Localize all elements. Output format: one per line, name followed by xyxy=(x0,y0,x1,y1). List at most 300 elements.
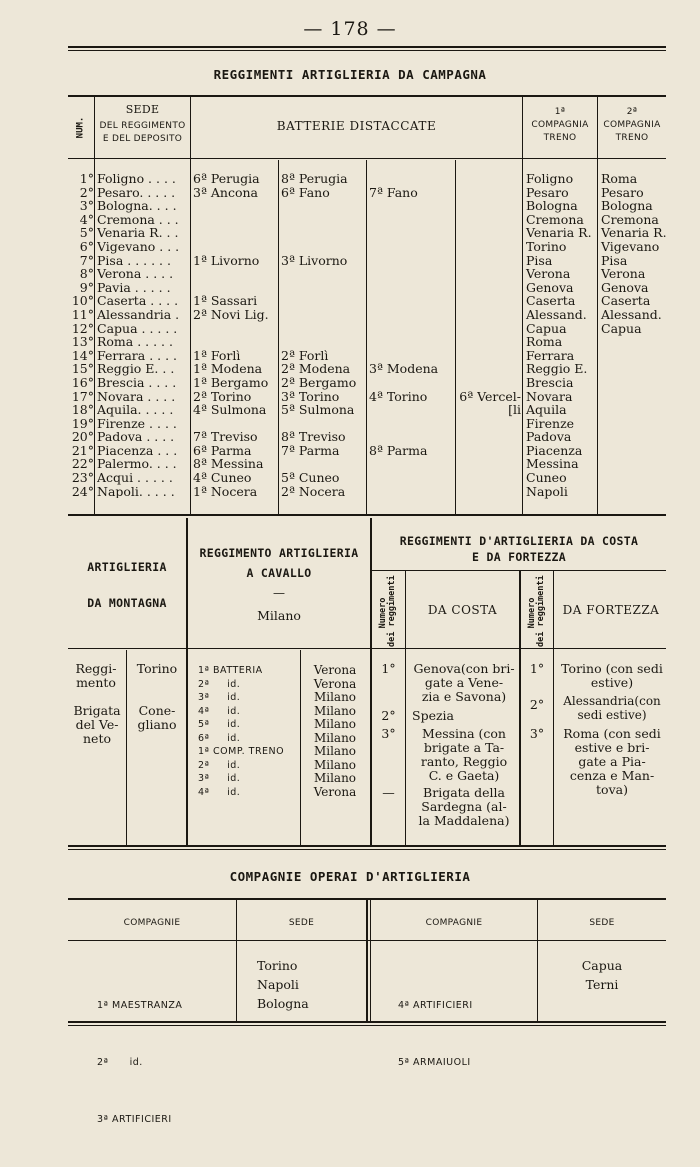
entry-line: brigate a Ta- xyxy=(423,740,505,755)
entry-line: tova) xyxy=(596,782,628,797)
table-cell: Milano xyxy=(313,730,357,745)
comp1-column xyxy=(526,172,597,498)
top-rule-thin xyxy=(68,50,666,51)
table-cell xyxy=(455,186,521,200)
costa-num-3: 3° xyxy=(381,726,396,741)
table-cell: Brescia xyxy=(526,374,574,390)
table-cell: Foligno . . . . xyxy=(97,172,176,186)
operai-row: 1ª MAESTRANZA xyxy=(97,1000,183,1011)
operai-row: Capua xyxy=(581,958,623,973)
table-cell: 4° xyxy=(79,211,94,227)
table-cell: 8ª Perugia xyxy=(281,171,348,186)
table-cell: Capua xyxy=(601,320,642,336)
table-cell: Pisa xyxy=(601,252,628,268)
top-rule xyxy=(68,46,666,48)
table-cell xyxy=(601,471,667,485)
table-cell: 11° xyxy=(71,306,94,322)
operai-title: COMPAGNIE OPERAI D'ARTIGLIERIA xyxy=(229,869,471,884)
table-cell: Bologna xyxy=(526,198,578,214)
table-cell: 4ª id. xyxy=(198,705,241,717)
fortezza-num-1: 1° xyxy=(529,661,545,676)
table-cell: Venaria R. . . xyxy=(97,225,179,241)
table-cell: Milano xyxy=(313,771,357,785)
table-cell xyxy=(455,471,521,485)
table-cell xyxy=(369,267,454,281)
table-cell: Firenze xyxy=(526,415,575,431)
table-cell xyxy=(455,254,521,268)
costa-num-4: — xyxy=(382,785,395,800)
table-cell: 18° xyxy=(71,402,94,418)
table-cell xyxy=(281,226,365,240)
table-cell: 6° xyxy=(79,238,94,254)
table-cell xyxy=(455,240,521,254)
table-cell: Padova . . . . xyxy=(97,429,175,445)
table-cell xyxy=(193,417,277,431)
batterie-col-2 xyxy=(281,172,365,498)
table-cell: Acqui . . . . . xyxy=(97,470,173,486)
costa-title-2: E DA FORTEZZA xyxy=(472,550,566,564)
table-cell: [li xyxy=(508,402,521,418)
table-cell: 24° xyxy=(71,483,94,499)
col-line xyxy=(126,650,127,846)
table-cell: Torino xyxy=(526,238,567,254)
table-cell: Roma . . . . . xyxy=(97,334,173,350)
table-cell xyxy=(193,213,277,227)
table-cell: Milano xyxy=(313,717,357,731)
entry-line: Brigata della xyxy=(423,785,505,800)
table-cell xyxy=(281,322,365,336)
table-cell: Verona xyxy=(313,676,357,691)
table-cell xyxy=(281,240,365,254)
operai-row: 2ª id. xyxy=(97,1057,143,1068)
costa-header: DA COSTA xyxy=(427,603,498,617)
table-cell: Cremona xyxy=(601,211,659,227)
col-line xyxy=(94,97,95,514)
table-cell xyxy=(455,308,521,322)
col-line xyxy=(522,97,523,514)
fortezza-entry-1 xyxy=(556,662,668,690)
table-cell: 1ª Bergamo xyxy=(193,374,269,390)
table-cell xyxy=(281,199,365,213)
table-cell: 2° xyxy=(79,184,94,200)
sede-header-2: DEL REGGIMENTO xyxy=(99,121,186,131)
table-cell: Capua . . . . . xyxy=(97,320,178,336)
table-cell xyxy=(281,417,365,431)
table-cell xyxy=(369,485,454,499)
table-cell xyxy=(369,403,454,417)
table-cell: Cremona . . . xyxy=(97,211,179,227)
table-cell: 1ª Forlì xyxy=(193,347,241,363)
table-cell: Caserta . . . . xyxy=(97,293,179,309)
table-cell: Venaria R. xyxy=(601,225,667,241)
table-cell: Pisa . . . . . . xyxy=(97,252,171,268)
table-cell: 4ª id. xyxy=(198,786,241,798)
costa-entry-1 xyxy=(408,662,520,704)
table-cell xyxy=(369,213,454,227)
table-cell: Cuneo xyxy=(526,470,567,486)
table-cell xyxy=(369,335,454,349)
table-cell: Firenze . . . . xyxy=(97,415,177,431)
table-cell: 17° xyxy=(71,388,94,404)
table-cell: Caserta xyxy=(526,293,576,309)
label-line: dei reggimenti xyxy=(387,575,397,647)
operai-right-compagnie xyxy=(398,958,537,1110)
table-cell xyxy=(455,417,521,431)
label-line: gliano xyxy=(137,717,177,732)
label-line: Cone- xyxy=(138,703,176,718)
table-cell: 7ª Parma xyxy=(281,442,340,458)
costa-title-1: REGGIMENTI D'ARTIGLIERIA DA COSTA xyxy=(399,534,639,548)
operai-header-compagnie-1: COMPAGNIE xyxy=(123,918,181,928)
table-cell xyxy=(601,376,667,390)
batterie-header: BATTERIE DISTACCATE xyxy=(276,119,437,133)
table-cell xyxy=(281,281,365,295)
table-cell: Bologna xyxy=(601,198,653,214)
table-cell: 13° xyxy=(71,334,94,350)
campagna-bottom-rule xyxy=(68,514,666,516)
table-cell xyxy=(455,444,521,458)
operai-header-compagnie-2: COMPAGNIE xyxy=(425,918,483,928)
table-cell: Novara . . . . xyxy=(97,388,176,404)
table-cell xyxy=(369,430,454,444)
table-cell: 1ª Nocera xyxy=(193,483,258,499)
label-line: del Ve- xyxy=(75,717,119,732)
table-cell: 14° xyxy=(71,347,94,363)
entry-line: C. e Gaeta) xyxy=(428,768,500,783)
table-cell xyxy=(601,403,667,417)
table-cell: 7ª Treviso xyxy=(193,429,258,445)
table-cell: Verona xyxy=(313,663,357,677)
table-cell: Caserta xyxy=(601,293,651,309)
table-cell: 2ª id. xyxy=(198,678,241,690)
montagna-reggimento-sede: Torino xyxy=(136,661,178,676)
table-cell: 3ª Torino xyxy=(281,388,340,404)
table-cell xyxy=(369,457,454,471)
table-cell xyxy=(281,308,365,322)
label-line: dei reggimenti xyxy=(536,575,546,647)
cavallo-units xyxy=(198,664,300,799)
table-cell xyxy=(369,349,454,363)
table-cell: Verona xyxy=(601,266,646,282)
table-cell: 22° xyxy=(71,456,94,472)
table-cell xyxy=(369,417,454,431)
table-cell xyxy=(193,335,277,349)
table-cell xyxy=(601,430,667,444)
table-cell: Genova xyxy=(601,279,649,295)
table-cell xyxy=(193,267,277,281)
col-line xyxy=(300,650,301,846)
costa-entry-4 xyxy=(408,786,520,828)
middle-bottom-rule xyxy=(68,845,666,847)
fortezza-entry-2 xyxy=(556,694,668,722)
table-cell: 16° xyxy=(71,374,94,390)
table-cell: Verona . . . . xyxy=(97,266,174,282)
table-cell: 6ª id. xyxy=(198,732,241,744)
batterie-col-4 xyxy=(455,172,521,498)
fortezza-num-header xyxy=(527,575,546,647)
table-cell xyxy=(369,226,454,240)
table-cell: Aquila xyxy=(526,402,567,418)
table-cell xyxy=(455,362,521,376)
table-cell: 4ª Cuneo xyxy=(193,470,252,486)
entry-line: Roma (con sedi xyxy=(563,726,661,741)
table-cell: Capua xyxy=(526,320,567,336)
table-cell xyxy=(601,390,667,404)
batterie-col-1 xyxy=(193,172,277,498)
table-cell: Verona xyxy=(526,266,571,282)
table-cell: 2ª Nocera xyxy=(281,483,346,499)
label-line: neto xyxy=(83,731,111,746)
table-cell: Verona xyxy=(313,784,357,799)
cavallo-title-2: A CAVALLO xyxy=(246,566,312,580)
table-cell: Reggio E. xyxy=(526,361,588,377)
table-cell xyxy=(601,417,667,431)
table-cell xyxy=(369,172,454,186)
table-cell: 8ª Messina xyxy=(193,456,264,472)
table-cell xyxy=(369,254,454,268)
table-cell: 5ª Sulmona xyxy=(281,402,355,418)
entry-line: Torino (con sedi xyxy=(561,661,663,676)
label-line: Numero xyxy=(527,597,537,629)
table-cell: Roma xyxy=(526,334,563,350)
fortezza-num-2: 2° xyxy=(529,697,545,712)
table-cell: 8ª Treviso xyxy=(281,429,346,445)
comp2-header-1: 2ª xyxy=(626,107,638,117)
table-cell: 5ª Cuneo xyxy=(281,470,340,486)
operai-row: Bologna xyxy=(257,996,309,1011)
table-cell: Palermo. . . . xyxy=(97,456,177,472)
table-cell xyxy=(369,281,454,295)
table-cell xyxy=(601,349,667,363)
table-cell xyxy=(369,308,454,322)
table-cell xyxy=(601,444,667,458)
table-cell: 3ª Livorno xyxy=(281,252,348,268)
comp2-column xyxy=(601,172,667,498)
table-cell xyxy=(455,199,521,213)
table-cell: Pesaro xyxy=(601,184,644,200)
comp1-header-3: TRENO xyxy=(543,133,577,143)
cavallo-dash: — xyxy=(273,586,285,600)
entry-line: gate a Vene- xyxy=(424,675,504,690)
table-cell: 1ª BATTERIA xyxy=(198,665,263,676)
table-cell: 2ª Novi Lig. xyxy=(193,306,269,322)
table-cell: Brescia . . . . xyxy=(97,374,177,390)
table-cell: 7° xyxy=(79,252,94,268)
operai-header-sede-1: SEDE xyxy=(288,918,315,928)
label-line: Brigata xyxy=(73,703,121,718)
table-cell xyxy=(455,172,521,186)
sede-header-1: SEDE xyxy=(125,103,160,116)
table-cell xyxy=(281,335,365,349)
table-cell: 2ª Forlì xyxy=(281,347,329,363)
table-cell xyxy=(193,199,277,213)
operai-row: 5ª ARMAIUOLI xyxy=(398,1057,471,1068)
table-cell xyxy=(369,294,454,308)
table-cell: 21° xyxy=(71,442,94,458)
table-cell xyxy=(601,335,667,349)
table-cell: Ferrara . . . . xyxy=(97,347,178,363)
table-cell: Roma xyxy=(601,171,638,186)
costa-entry-2: Spezia xyxy=(412,708,454,723)
table-cell: Pesaro xyxy=(526,184,569,200)
operai-header-sede-2: SEDE xyxy=(589,918,615,928)
label-line: Reggi- xyxy=(75,661,117,676)
cavallo-sede: Milano xyxy=(257,608,301,623)
campagna-header-rule xyxy=(68,158,666,159)
table-cell: Genova xyxy=(526,279,574,295)
table-cell: 8° xyxy=(79,266,94,282)
table-cell: Foligno xyxy=(526,171,574,186)
table-cell: Novara xyxy=(526,388,573,404)
entry-line: Sardegna (al- xyxy=(421,799,507,814)
operai-left-compagnie xyxy=(97,958,236,1167)
montagna-header-rule xyxy=(68,648,186,649)
table-cell: Milano xyxy=(313,690,357,704)
table-cell: Milano xyxy=(313,703,357,718)
table-cell: 6ª Parma xyxy=(193,442,252,458)
campagna-title: REGGIMENTI ARTIGLIERIA DA CAMPAGNA xyxy=(213,67,487,82)
comp1-header-1: 1ª xyxy=(554,107,566,117)
campagna-top-rule xyxy=(68,95,666,97)
table-cell: 3ª id. xyxy=(198,692,241,703)
label-line: Numero xyxy=(378,597,388,629)
table-cell xyxy=(281,267,365,281)
table-cell xyxy=(455,349,521,363)
table-cell: 2ª Torino xyxy=(193,388,252,404)
table-cell: 1ª Sassari xyxy=(193,293,258,309)
table-cell: 20° xyxy=(71,429,94,445)
table-cell: 5ª id. xyxy=(198,719,241,730)
batterie-col-3 xyxy=(369,172,454,498)
montagna-brigata xyxy=(68,704,126,746)
table-cell: Alessandria . xyxy=(97,306,180,322)
col-line xyxy=(190,97,191,514)
table-cell xyxy=(455,267,521,281)
table-cell: Vigevano xyxy=(601,238,660,254)
comp2-header-2: COMPAGNIA xyxy=(603,120,661,130)
num-column xyxy=(68,172,94,498)
table-cell: 1° xyxy=(79,171,94,186)
table-cell: 6ª Perugia xyxy=(193,171,260,186)
table-cell: 5° xyxy=(79,225,94,241)
table-cell: Pisa xyxy=(526,252,553,268)
table-cell xyxy=(455,226,521,240)
table-cell: 15° xyxy=(71,361,94,377)
table-cell: 1ª Livorno xyxy=(193,252,260,268)
table-cell: Milano xyxy=(313,744,357,758)
table-cell: 12° xyxy=(71,320,94,336)
sede-header-3: E DEL DEPOSITO xyxy=(102,134,183,144)
operai-right-sede xyxy=(538,956,666,994)
table-cell xyxy=(455,281,521,295)
costa-entry-3 xyxy=(408,727,520,783)
middle-bottom-rule-thin xyxy=(68,849,666,850)
comp2-header-3: TRENO xyxy=(615,133,649,143)
table-cell: Ferrara xyxy=(526,347,575,363)
table-cell xyxy=(455,335,521,349)
table-cell: 3° xyxy=(79,198,94,214)
operai-row: Napoli xyxy=(257,977,299,992)
table-cell xyxy=(281,457,365,471)
table-cell: 3ª Ancona xyxy=(193,184,258,200)
table-cell: 1ª COMP. TRENO xyxy=(198,746,285,757)
num-header: NUM. xyxy=(75,116,86,139)
table-cell: Messina xyxy=(526,456,579,472)
table-cell xyxy=(455,457,521,471)
operai-row: 4ª ARTIFICIERI xyxy=(398,1000,473,1011)
table-cell: Pesaro. . . . . xyxy=(97,184,176,200)
table-cell xyxy=(369,199,454,213)
table-cell: Reggio E. . . xyxy=(97,361,175,377)
montagna-brigata-sede xyxy=(128,704,186,732)
table-cell xyxy=(455,376,521,390)
entry-line: Alessandria(con xyxy=(563,694,661,708)
table-cell: Pavia . . . . . xyxy=(97,279,171,295)
table-cell xyxy=(281,294,365,308)
fortezza-header: DA FORTEZZA xyxy=(562,603,660,617)
costa-num-2: 2° xyxy=(381,708,396,723)
fortezza-num-3: 3° xyxy=(529,726,545,741)
table-cell: 9° xyxy=(79,279,94,295)
table-cell: 3ª id. xyxy=(198,773,241,784)
montagna-title-1: ARTIGLIERIA xyxy=(87,560,167,574)
table-cell: 1ª Modena xyxy=(193,361,263,377)
page-number: — 178 — xyxy=(303,18,397,40)
table-cell: Vigevano . . . xyxy=(97,238,180,254)
table-cell: 2ª id. xyxy=(198,759,241,771)
operai-left-sede xyxy=(257,956,366,1013)
table-cell: Cremona xyxy=(526,211,584,227)
table-cell xyxy=(601,362,667,376)
col-line xyxy=(366,160,367,514)
entry-line: sedi estive) xyxy=(577,708,647,722)
operai-row: Terni xyxy=(585,977,619,992)
table-cell xyxy=(193,322,277,336)
entry-line: estive) xyxy=(590,675,634,690)
entry-line: Genova(con bri- xyxy=(413,661,515,676)
col-line xyxy=(278,160,279,514)
costa-num-1: 1° xyxy=(381,661,396,676)
table-cell: 23° xyxy=(71,470,94,486)
table-cell: 10° xyxy=(71,293,94,309)
operai-row: 3ª ARTIFICIERI xyxy=(97,1114,172,1125)
entry-line: estive e bri- xyxy=(574,740,650,755)
table-cell xyxy=(369,240,454,254)
fortezza-entry-3 xyxy=(556,727,668,797)
table-cell: Bologna. . . . xyxy=(97,198,177,214)
table-cell xyxy=(455,213,521,227)
comp1-header-2: COMPAGNIA xyxy=(531,120,589,130)
operai-row: Torino xyxy=(257,958,298,973)
table-cell: 7ª Fano xyxy=(369,184,418,200)
table-cell: 4ª Torino xyxy=(369,388,428,404)
table-cell: Napoli xyxy=(526,483,568,499)
table-cell: Alessand. xyxy=(526,306,587,322)
table-cell: 2ª Modena xyxy=(281,361,351,377)
table-cell: 2ª Bergamo xyxy=(281,374,357,390)
costa-num-header xyxy=(378,575,397,647)
table-cell: 6ª Vercel- xyxy=(459,388,521,404)
table-cell xyxy=(193,226,277,240)
table-cell xyxy=(369,322,454,336)
table-cell: Milano xyxy=(313,757,357,772)
table-cell: 6ª Fano xyxy=(281,184,330,200)
table-cell xyxy=(455,430,521,444)
table-cell xyxy=(455,485,521,499)
table-cell: Napoli. . . . . xyxy=(97,483,175,499)
table-cell xyxy=(193,240,277,254)
entry-line: la Maddalena) xyxy=(418,813,510,828)
